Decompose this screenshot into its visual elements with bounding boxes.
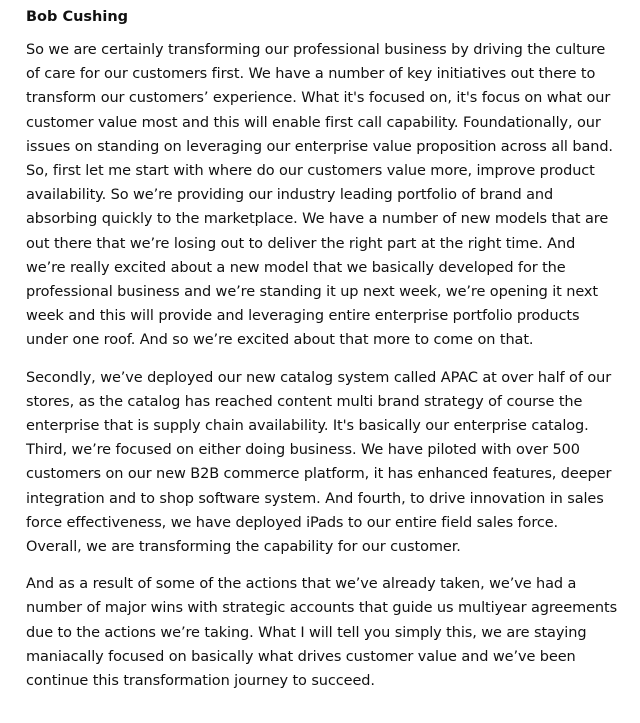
transcript-paragraph-3: And as a result of some of the actions that we’ve already taken, we’ve had a number of major wins with strategic accounts that guide us multiyear agreements due to the actions we’re taking. What I will tell you simply this, we are staying maniacally focused on basically what drives customer value and we’ve been continue this transformation journey to succeed. — [26, 576, 618, 690]
transcript-paragraph-1: So we are certainly transforming our professional business by driving the culture of care for our customers first. We have a number of key initiatives out there to transform our customers’ experience. What it's focused on, it's focus on what our customer value most and this will enable first call capability. Foundationally, our issues on standing on leveraging our enterprise value proposition across all band. So, first let me start with where do our customers value more, improve product availability. So we’re providing our industry leading portfolio of brand and absorbing quickly to the marketplace. We have a number of new models that are out there that we’re losing out to deliver the right part at the right time. And we’re really excited about a new model that we basically developed for the professional business and we’re standing it up next week, we’re opening it next week and this will provide and leveraging entire enterprise portfolio products under one roof. And so we’re excited about that more to come on that. — [26, 42, 613, 349]
transcript-paragraph-2: Secondly, we’ve deployed our new catalog system called APAC at over half of our stores, as the catalog has reached content multi brand strategy of course the enterprise that is supply chain availability. It's basically our enterprise catalog. Third, we’re focused on either doing business. We have piloted with over 500 customers on our new B2B commerce platform, it has enhanced features, deeper integration and to shop software system. And fourth, to drive innovation in sales force effectiveness, we have deployed iPads to our entire field sales force. Overall, we are transforming the capability for our customer. — [26, 369, 612, 556]
speaker-name: Bob Cushing — [26, 9, 129, 25]
